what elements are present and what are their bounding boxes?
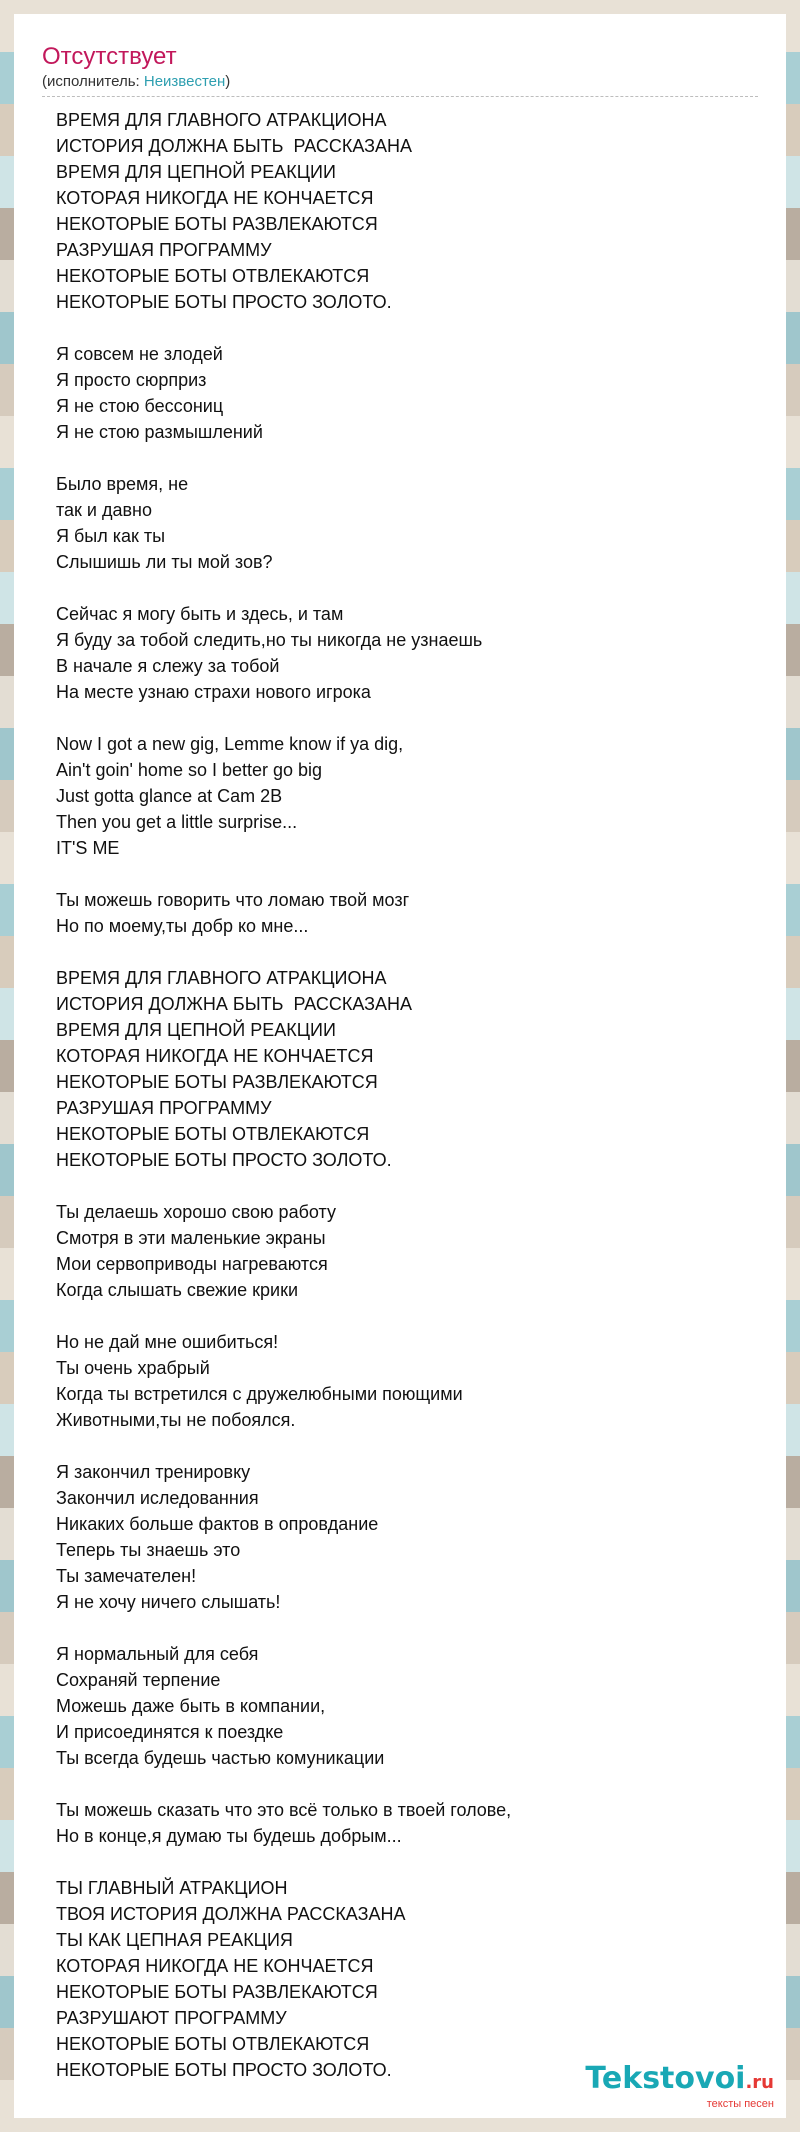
song-title: Отсутствует xyxy=(42,43,177,70)
lyrics-verse xyxy=(56,107,758,315)
lyrics-line: Но в конце,я думаю ты будешь добрым... xyxy=(56,1826,402,1846)
site-logo[interactable] xyxy=(585,2062,774,2110)
lyrics-line: Я совсем не злодей xyxy=(56,344,223,364)
lyrics-line: ВРЕМЯ ДЛЯ ЦЕПНОЙ РЕАКЦИИ xyxy=(56,162,336,182)
lyrics-verse xyxy=(56,1459,758,1615)
lyrics-line: НЕКОТОРЫЕ БОТЫ РАЗВЛЕКАЮТСЯ xyxy=(56,1982,378,2002)
lyrics-line: НЕКОТОРЫЕ БОТЫ РАЗВЛЕКАЮТСЯ xyxy=(56,1072,378,1092)
lyrics-line: Но по моему,ты добр ко мне... xyxy=(56,916,309,936)
lyrics-line: Ты всегда будешь частью комуникации xyxy=(56,1748,385,1768)
lyrics-line: Just gotta glance at Cam 2B xyxy=(56,786,283,806)
lyrics-line: ТВОЯ ИСТОРИЯ ДОЛЖНА РАССКАЗАНА xyxy=(56,1904,406,1924)
lyrics-card xyxy=(14,14,786,2118)
lyrics-line: IT'S ME xyxy=(56,838,120,858)
lyrics-line: Я нормальный для себя xyxy=(56,1644,259,1664)
lyrics-verse xyxy=(56,887,758,939)
lyrics-line: Закончил иследованния xyxy=(56,1488,259,1508)
lyrics-line: Ты можешь сказать что это всё только в твоей голове, xyxy=(56,1800,512,1820)
lyrics-line: НЕКОТОРЫЕ БОТЫ ОТВЛЕКАЮТСЯ xyxy=(56,2034,370,2054)
lyrics-verse xyxy=(56,1329,758,1433)
lyrics-line: Было время, не xyxy=(56,474,189,494)
lyrics-line: Then you get a little surprise... xyxy=(56,812,298,832)
lyrics-line: Когда ты встретился с дружелюбными поющими xyxy=(56,1384,463,1404)
lyrics-line: КОТОРАЯ НИКОГДА НЕ КОНЧАЕТСЯ xyxy=(56,1956,374,1976)
lyrics-line: ВРЕМЯ ДЛЯ ГЛАВНОГО АТРАКЦИОНА xyxy=(56,968,387,988)
lyrics-verse xyxy=(56,471,758,575)
lyrics-line: Но не дай мне ошибиться! xyxy=(56,1332,279,1352)
lyrics-line: Теперь ты знаешь это xyxy=(56,1540,241,1560)
lyrics-line: КОТОРАЯ НИКОГДА НЕ КОНЧАЕТСЯ xyxy=(56,188,374,208)
lyrics-line: Животными,ты не побоялся. xyxy=(56,1410,296,1430)
lyrics-line: ТЫ ГЛАВНЫЙ АТРАКЦИОН xyxy=(56,1878,288,1898)
lyrics-line: ВРЕМЯ ДЛЯ ГЛАВНОГО АТРАКЦИОНА xyxy=(56,110,387,130)
lyrics-line: НЕКОТОРЫЕ БОТЫ ПРОСТО ЗОЛОТО. xyxy=(56,292,392,312)
lyrics-verse xyxy=(56,1199,758,1303)
lyrics-line: Когда слышать свежие крики xyxy=(56,1280,299,1300)
lyrics-line: ИСТОРИЯ ДОЛЖНА БЫТЬ РАССКАЗАНА xyxy=(56,994,413,1014)
lyrics-line: Смотря в эти маленькие экраны xyxy=(56,1228,326,1248)
lyrics-line: Now I got a new gig, Lemme know if ya dig, xyxy=(56,734,404,754)
lyrics-line: Сейчас я могу быть и здесь, и там xyxy=(56,604,344,624)
lyrics-body xyxy=(56,107,758,2083)
lyrics-line: ТЫ КАК ЦЕПНАЯ РЕАКЦИЯ xyxy=(56,1930,293,1950)
lyrics-line: На месте узнаю страхи нового игрока xyxy=(56,682,371,702)
lyrics-verse xyxy=(56,1875,758,2083)
lyrics-line: Ain't goin' home so I better go big xyxy=(56,760,323,780)
lyrics-line: Я буду за тобой следить,но ты никогда не узнаешь xyxy=(56,630,483,650)
lyrics-verse xyxy=(56,1641,758,1771)
lyrics-line: КОТОРАЯ НИКОГДА НЕ КОНЧАЕТСЯ xyxy=(56,1046,374,1066)
lyrics-line: НЕКОТОРЫЕ БОТЫ ОТВЛЕКАЮТСЯ xyxy=(56,1124,370,1144)
lyrics-line: НЕКОТОРЫЕ БОТЫ ПРОСТО ЗОЛОТО. xyxy=(56,2060,392,2080)
lyrics-line: Я был как ты xyxy=(56,526,166,546)
lyrics-line: РАЗРУШАЯ ПРОГРАММУ xyxy=(56,240,272,260)
lyrics-line: И присоединятся к поездке xyxy=(56,1722,284,1742)
lyrics-line: ИСТОРИЯ ДОЛЖНА БЫТЬ РАССКАЗАНА xyxy=(56,136,413,156)
lyrics-line: ВРЕМЯ ДЛЯ ЦЕПНОЙ РЕАКЦИИ xyxy=(56,1020,336,1040)
lyrics-verse xyxy=(56,965,758,1173)
lyrics-line: Я не стою бессониц xyxy=(56,396,224,416)
lyrics-line: Ты делаешь хорошо свою работу xyxy=(56,1202,336,1222)
lyrics-line: Я не хочу ничего слышать! xyxy=(56,1592,281,1612)
artist-link[interactable]: Неизвестен xyxy=(143,73,226,90)
lyrics-line: НЕКОТОРЫЕ БОТЫ ПРОСТО ЗОЛОТО. xyxy=(56,1150,392,1170)
lyrics-line: Слышишь ли ты мой зов? xyxy=(56,552,273,572)
lyrics-line: НЕКОТОРЫЕ БОТЫ РАЗВЛЕКАЮТСЯ xyxy=(56,214,378,234)
lyrics-line: Ты очень храбрый xyxy=(56,1358,210,1378)
lyrics-line: РАЗРУШАЮТ ПРОГРАММУ xyxy=(56,2008,287,2028)
lyrics-line: Ты замечателен! xyxy=(56,1566,197,1586)
lyrics-line: Ты можешь говорить что ломаю твой мозг xyxy=(56,890,410,910)
lyrics-verse xyxy=(56,1797,758,1849)
lyrics-line: так и давно xyxy=(56,500,153,520)
lyrics-verse xyxy=(56,341,758,445)
lyrics-line: Я просто сюрприз xyxy=(56,370,207,390)
artist-suffix: ) xyxy=(225,73,231,90)
lyrics-line: Сохраняй терпение xyxy=(56,1670,221,1690)
lyrics-line: Я закончил тренировку xyxy=(56,1462,251,1482)
logo-main-text: Tekstovoi xyxy=(585,2061,746,2096)
logo-tagline: тексты песен xyxy=(706,2098,774,2110)
lyrics-line: Мои сервоприводы нагреваются xyxy=(56,1254,328,1274)
lyrics-line: Я не стою размышлений xyxy=(56,422,263,442)
artist-prefix: (исполнитель: xyxy=(42,73,144,90)
lyrics-verse xyxy=(56,601,758,705)
logo-wordmark xyxy=(585,2062,774,2100)
lyrics-line: НЕКОТОРЫЕ БОТЫ ОТВЛЕКАЮТСЯ xyxy=(56,266,370,286)
lyrics-verse xyxy=(56,731,758,861)
lyrics-line: В начале я слежу за тобой xyxy=(56,656,280,676)
lyrics-line: Можешь даже быть в компании, xyxy=(56,1696,326,1716)
lyrics-line: Никаких больше фактов в опровдание xyxy=(56,1514,379,1534)
artist-line xyxy=(42,72,758,97)
lyrics-line: РАЗРУШАЯ ПРОГРАММУ xyxy=(56,1098,272,1118)
logo-suffix: .ru xyxy=(745,2072,774,2093)
